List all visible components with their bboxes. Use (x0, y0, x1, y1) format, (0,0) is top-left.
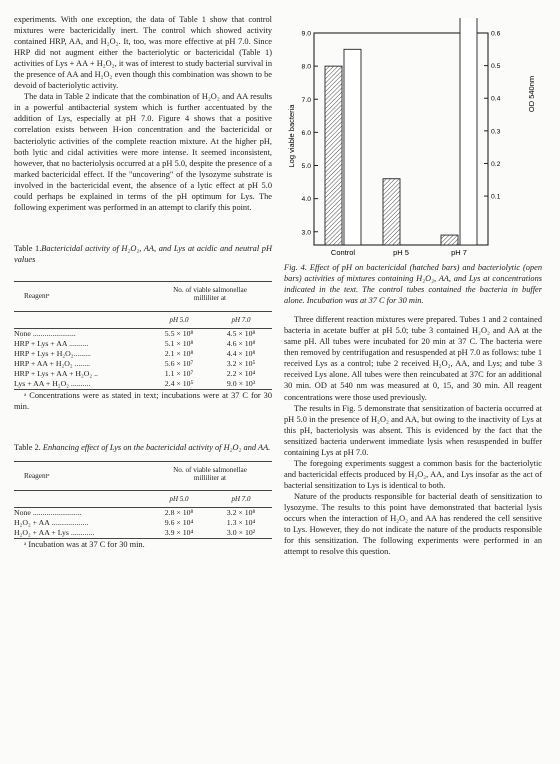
bactericidal-bar (383, 179, 400, 245)
y2-tick-label: 0.1 (491, 193, 501, 201)
value-cell: 4.5 × 10⁸ (226, 328, 256, 338)
value-cell: 9.6 × 10⁴ (164, 518, 194, 528)
right-column (284, 262, 542, 557)
bacteriolytic-bar (460, 18, 477, 245)
value-cell: 2.4 × 10⁵ (164, 378, 194, 388)
body-paragraph: Nature of the products responsible for bacterial death of sensitization to lysozyme. The results to this point have demonstrated that bacterial lysis occurs when the interaction of H₂O₂ and AA has rendered the cell sensitive to Lys. However, they do not indicate the nature of the products responsible for this sensitization. The following experiments were performed in an attempt to resolve this question. (284, 491, 542, 557)
value-cell: 9.0 × 10³ (226, 378, 256, 388)
value-cell: 5.1 × 10⁸ (164, 338, 194, 348)
reagent-cell: Lys + AA + H₂O₂ .......... (14, 378, 91, 388)
value-cell: 1.3 × 10⁴ (226, 518, 256, 528)
category-labels (331, 248, 467, 257)
viable-count-header: No. of viable salmonellae milliliter at (173, 285, 247, 303)
table-row (14, 339, 272, 349)
body-paragraph: experiments. With one exception, the data of Table 1 show that control mixtures were bactericidally inert. The control which showed activity contained HRP, AA, and H₂O₂. It, too, was more effective at pH 7.0. Since HRP did not augment either the bacteriolytic or bactericidal (Table 1) activities of Lys + AA + H₂O₂, it was of interest to study bacterial survival in the presence of AA and H₂O₂ even though this combination was shown to be devoid of bacteriolytic activity. (14, 15, 272, 91)
reagent-cell: None ......................... (14, 508, 82, 518)
value-cell: 3.2 × 10⁵ (226, 358, 256, 368)
col-header-ph5: pH 5.0 (169, 495, 189, 504)
reagent-cell: HRP + AA + H₂O₂ ........ (14, 358, 91, 368)
value-cell: 3.9 × 10⁴ (164, 528, 194, 538)
value-cell: 4.4 × 10⁸ (226, 348, 256, 358)
figure4-caption: Fig. 4. Effect of pH on bactericidal (hatched bars) and bacteriolytic (open bars) activities of mixtures containing H₂O₂, AA, and Lys at concentrations indicated in the text. The control tubes contained the bacteria in buffer alone. Incubation was at 37 C for 30 min. (284, 263, 542, 306)
body-paragraph: The data in Table 2 indicate that the combination of H₂O₂ and AA results in a powerful antibacterial system which is further accentuated by the addition of Lys, especially at pH 7.0. Figure 4 shows that a positive correlation exists between H-ion concentration and the bactericidal or bacteriolytic activities of the complete reaction mixture. At the higher pH, both lytic and cidal activities were more intense. It seemed inconsistent, however, that no bacteriolysis occurred at a pH 5.0, despite the presence of a marked bactericidal effect. If the "uncovering" of the lysozyme substrate is involved in the bactericidal event, the absence of a lytic effect at pH 5.0 could perhaps be explained in terms of the pH optimum for Lys. The following experiment was performed in an attempt to clarify this point. (14, 92, 272, 212)
x-category-label: pH 7 (451, 248, 467, 257)
reagent-cell: H₂O₂ + AA + Lys ............ (14, 528, 95, 538)
bacteriolytic-bar (344, 49, 361, 245)
table-row (14, 518, 272, 528)
value-cell: 3.2 × 10⁸ (226, 508, 256, 518)
left-column (14, 14, 272, 550)
y-tick-label: 3.0 (301, 229, 311, 237)
table2-title: Enhancing effect of Lys on the bactericidal activity of H₂O₂ and AA. (42, 442, 271, 452)
y-tick-label: 7.0 (301, 96, 311, 104)
value-cell: 1.1 × 10⁷ (164, 368, 194, 378)
y2-tick-label: 0.3 (491, 128, 501, 136)
body-paragraph: The results in Fig. 5 demonstrate that sensitization of bacteria occurred at pH 5.0 in the presence of H₂O₂ and AA, but owing to the inactivity of Lys at this pH, bacteriolysis was absent. This is evidenced by the fact that the sensitized bacteria underwent immediate lysis when resuspended in buffer containing Lys at pH 7.0. (284, 403, 542, 457)
y-tick-label: 6.0 (301, 129, 311, 137)
value-cell: 5.5 × 10⁸ (164, 328, 194, 338)
left-axis-ticks (302, 31, 318, 237)
table2-label: Table 2. (14, 442, 41, 452)
value-cell: 2.1 × 10⁸ (164, 348, 194, 358)
y2-tick-label: 0.6 (491, 30, 501, 38)
col-header-ph5: pH 5.0 (169, 315, 189, 324)
table-row (14, 349, 272, 359)
table-row (14, 379, 272, 390)
table1-label: Table 1. (14, 243, 42, 253)
col-header-ph7: pH 7.0 (231, 495, 251, 504)
body-paragraph: The foregoing experiments suggest a common basis for the bacteriolytic and bactericidal effects produced by H₂O₂, AA, and Lys insofar as the act of bacterial sensitization to Lys is identical to both. (284, 458, 542, 490)
table-row (14, 508, 272, 519)
body-paragraph: Three different reaction mixtures were prepared. Tubes 1 and 2 contained bacteria in acetate buffer at pH 5.0; tube 3 contained H₂O₂ and AA at the same pH. All tubes were incubated for 20 min at 37 C. The bacteria were then removed by centrifugation and resuspended at pH 7.0 as follows: tube 1 received Lys as a control; tube 2 received H₂O₂, AA, and Lys; and tube 3 received Lys alone. All tubes were then reincubated at 37C for an additional 30 min. OD at 540 nm was measured at 0, 15, and 30 min. All reagent concentrations were those used previously. (284, 315, 542, 402)
y-tick-label: 8.0 (301, 63, 311, 71)
table2 (14, 461, 272, 540)
bars (325, 18, 477, 245)
right-axis-ticks (484, 31, 501, 201)
y-axis-label: Log viable bacteria (287, 104, 296, 168)
bactericidal-bar (325, 66, 342, 245)
reagent-cell: HRP + Lys + AA .......... (14, 338, 89, 348)
y-tick-label: 4.0 (301, 196, 311, 204)
table-row (14, 328, 272, 339)
col-header-ph7: pH 7.0 (231, 315, 251, 324)
table-row (14, 359, 272, 369)
reagent-header: Reagentᵃ (24, 292, 50, 301)
x-category-label: Control (330, 248, 356, 257)
reagent-cell: None ...................... (14, 328, 76, 338)
reagent-cell: HRP + Lys + AA + H₂O₂ .. (14, 368, 98, 378)
table2-footnote: ᵃ Incubation was at 37 C for 30 min. (24, 540, 145, 550)
value-cell: 3.0 × 10² (226, 528, 256, 538)
reagent-header: Reagentᵃ (24, 471, 50, 480)
table1 (14, 281, 272, 390)
value-cell: 2.8 × 10⁸ (164, 508, 194, 518)
figure4-chart (284, 18, 546, 258)
viable-count-header: No. of viable salmonellae milliliter at (173, 465, 247, 483)
reagent-cell: H₂O₂ + AA ................... (14, 518, 89, 528)
table-row (14, 369, 272, 379)
value-cell: 4.6 × 10⁸ (226, 338, 256, 348)
table1-caption (14, 243, 272, 265)
y-tick-label: 5.0 (301, 163, 311, 170)
table-row (14, 528, 272, 539)
y2-tick-label: 0.4 (491, 95, 501, 103)
reagent-cell: HRP + Lys + H₂O₂......... (14, 348, 91, 358)
value-cell: 5.6 × 10⁷ (164, 358, 194, 368)
y2-axis-label: OD 540nm (527, 75, 536, 113)
y2-tick-label: 0.5 (491, 63, 501, 71)
y-tick-label: 9.0 (301, 30, 311, 38)
bactericidal-bar (441, 235, 458, 245)
y2-tick-label: 0.2 (491, 160, 501, 168)
table1-footnote: ᵃ Concentrations were as stated in text; incubations were at 37 C for 30 min. (14, 390, 272, 411)
x-category-label: pH 5 (393, 248, 409, 257)
table2-caption (14, 442, 272, 453)
value-cell: 2.2 × 10⁴ (226, 368, 256, 378)
table1-title: Bactericidal activity of H₂O₂, AA, and Lys at acidic and neutral pH values (14, 243, 272, 264)
